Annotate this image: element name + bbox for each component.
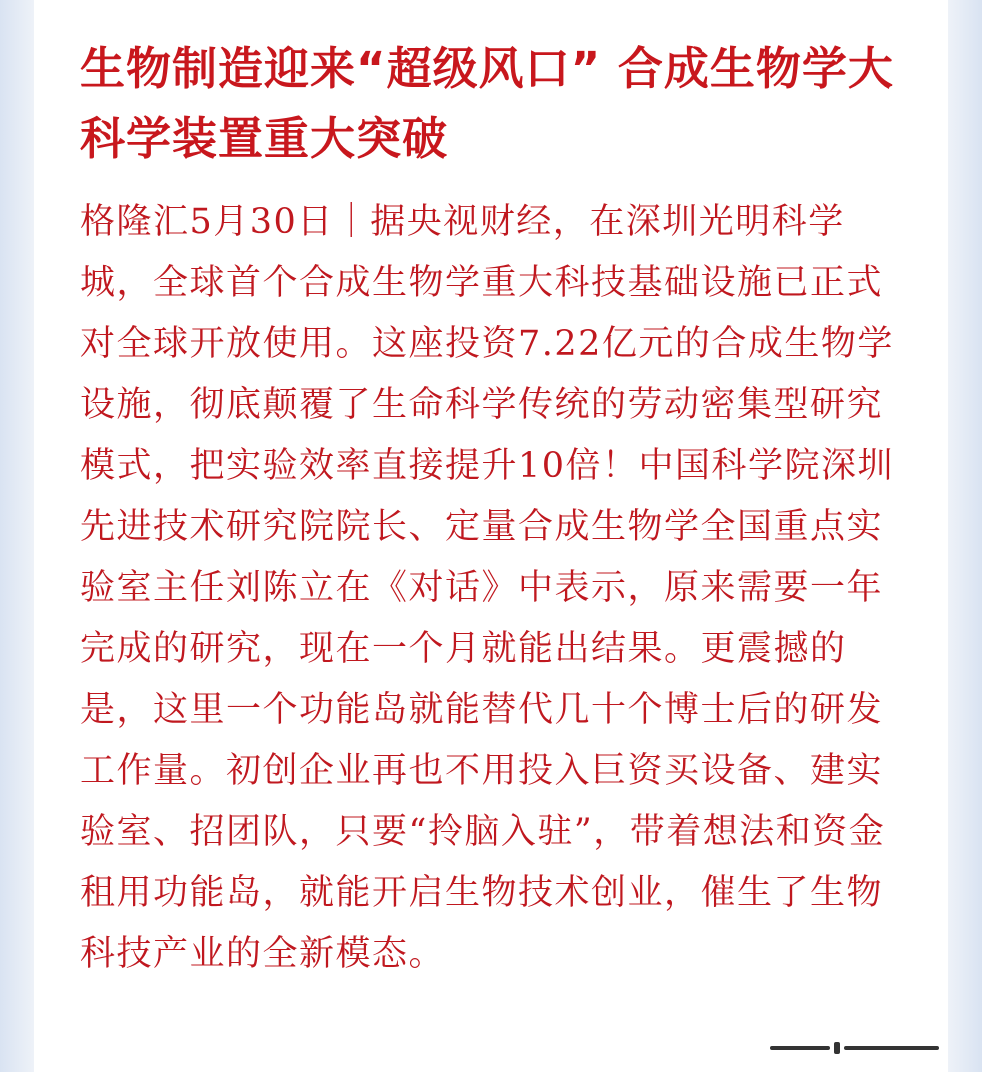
article-card [34, 0, 948, 1072]
scroll-indicator[interactable] [770, 1042, 960, 1054]
page-margin-left [0, 0, 34, 1072]
page-margin-right [948, 0, 982, 1072]
scroll-track-left [770, 1046, 830, 1050]
scroll-track-right [844, 1046, 939, 1050]
scroll-thumb[interactable] [834, 1042, 840, 1054]
article-title: 生物制造迎来“超级风口” 合成生物学大科学装置重大突破 [80, 42, 894, 165]
article-body: 格隆汇5月30日｜据央视财经，在深圳光明科学城，全球首个合成生物学重大科技基础设施已正式对全球开放使用。这座投资7.22亿元的合成生物学设施，彻底颠覆了生命科学传统的劳动密集型研究模式，把实验效率直接提升10倍！中国科学院深圳先进技术研究院院长、定量合成生物学全国重点实验室主任刘陈立在《对话》中表示，原来需要一年完成的研究，现在一个月就能出结果。更震撼的是，这里一个功能岛就能替代几十个博士后的研发工作量。初创企业再也不用投入巨资买设备、建实验室、招团队，只要“拎脑入驻”，带着想法和资金租用功能岛，就能开启生物技术创业，催生了生物科技产业的全新模态。 [80, 202, 895, 974]
